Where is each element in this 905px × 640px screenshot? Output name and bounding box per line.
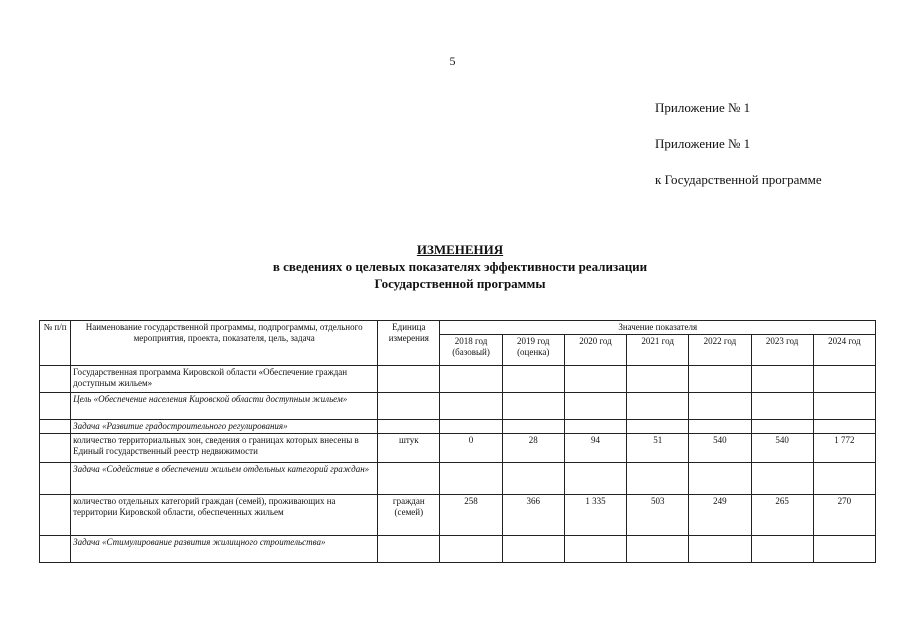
cell-value: 1 335 [564, 495, 626, 536]
cell-value [564, 536, 626, 563]
appendix-line-3: к Государственной программе [655, 172, 822, 187]
cell-value [813, 463, 875, 495]
page-number: 5 [449, 54, 456, 68]
cell-num [40, 536, 71, 563]
cell-value [627, 463, 689, 495]
cell-value: 1 772 [813, 434, 875, 463]
header-num: № п/п [40, 321, 71, 366]
cell-num [40, 366, 71, 393]
header-unit: Единица измерения [378, 321, 440, 366]
cell-value [751, 393, 813, 420]
cell-value: 28 [502, 434, 564, 463]
cell-value [502, 393, 564, 420]
cell-value [440, 463, 502, 495]
header-year: 2024 год [813, 335, 875, 366]
cell-value [440, 366, 502, 393]
cell-value: 366 [502, 495, 564, 536]
cell-value: 249 [689, 495, 751, 536]
document-title [0, 241, 905, 292]
indicators-table [39, 320, 876, 563]
table-row [40, 463, 876, 495]
table-row [40, 420, 876, 434]
cell-value [564, 366, 626, 393]
cell-num [40, 420, 71, 434]
header-year: 2022 год [689, 335, 751, 366]
cell-value [689, 420, 751, 434]
header-year: 2023 год [751, 335, 813, 366]
cell-value [627, 536, 689, 563]
cell-value [751, 463, 813, 495]
cell-name: Задача «Развитие градостроительного регулирования» [71, 420, 378, 434]
cell-num [40, 495, 71, 536]
cell-num [40, 463, 71, 495]
cell-unit: граждан (семей) [378, 495, 440, 536]
cell-value: 540 [689, 434, 751, 463]
cell-value [627, 420, 689, 434]
header-year: 2020 год [564, 335, 626, 366]
cell-value [564, 463, 626, 495]
title-line-3: Государственной программы [374, 276, 546, 291]
cell-value [502, 463, 564, 495]
cell-value [813, 366, 875, 393]
cell-value [751, 536, 813, 563]
table-row [40, 434, 876, 463]
cell-name: Задача «Содействие в обеспечении жильем отдельных категорий граждан» [71, 463, 378, 495]
header-name: Наименование государственной программы, подпрограммы, отдельного мероприятия, проекта, показателя, цель, задача [71, 321, 378, 366]
cell-name: Государственная программа Кировской области «Обеспечение граждан доступным жильем» [71, 366, 378, 393]
table-row [40, 393, 876, 420]
cell-value [564, 393, 626, 420]
cell-unit: штук [378, 434, 440, 463]
header-year: 2018 год (базовый) [440, 335, 502, 366]
cell-value [689, 536, 751, 563]
cell-value: 94 [564, 434, 626, 463]
cell-value [813, 420, 875, 434]
table-row [40, 366, 876, 393]
table-header-row [40, 321, 876, 335]
cell-value [564, 420, 626, 434]
cell-value [440, 420, 502, 434]
header-year: 2021 год [627, 335, 689, 366]
cell-value [502, 420, 564, 434]
cell-name: количество территориальных зон, сведения о границах которых внесены в Единый государственный реестр недвижимости [71, 434, 378, 463]
cell-value: 503 [627, 495, 689, 536]
cell-unit [378, 420, 440, 434]
table-row [40, 536, 876, 563]
cell-value [689, 463, 751, 495]
header-year: 2019 год (оценка) [502, 335, 564, 366]
cell-value: 270 [813, 495, 875, 536]
cell-value [627, 366, 689, 393]
cell-name: количество отдельных категорий граждан (семей), проживающих на территории Кировской области, обеспеченных жильем [71, 495, 378, 536]
cell-unit [378, 366, 440, 393]
title-line-2: в сведениях о целевых показателях эффективности реализации [272, 259, 648, 274]
cell-value [440, 536, 502, 563]
cell-value [689, 366, 751, 393]
cell-value: 540 [751, 434, 813, 463]
cell-num [40, 434, 71, 463]
cell-unit [378, 463, 440, 495]
cell-unit [378, 393, 440, 420]
cell-value [502, 366, 564, 393]
cell-unit [378, 536, 440, 563]
cell-value [813, 393, 875, 420]
cell-value [440, 393, 502, 420]
cell-value [751, 366, 813, 393]
cell-value: 258 [440, 495, 502, 536]
cell-value [751, 420, 813, 434]
cell-num [40, 393, 71, 420]
appendix-line-1: Приложение № 1 [655, 100, 751, 115]
table-row [40, 495, 876, 536]
cell-value [689, 393, 751, 420]
cell-value: 265 [751, 495, 813, 536]
cell-name: Цель «Обеспечение населения Кировской области доступным жильем» [71, 393, 378, 420]
cell-value: 0 [440, 434, 502, 463]
header-value-group: Значение показателя [440, 321, 876, 335]
cell-value [627, 393, 689, 420]
cell-value [502, 536, 564, 563]
appendix-line-2: Приложение № 1 [655, 136, 751, 151]
title-main: ИЗМЕНЕНИЯ [416, 242, 504, 257]
cell-value [813, 536, 875, 563]
cell-name: Задача «Стимулирование развития жилищного строительства» [71, 536, 378, 563]
cell-value: 51 [627, 434, 689, 463]
